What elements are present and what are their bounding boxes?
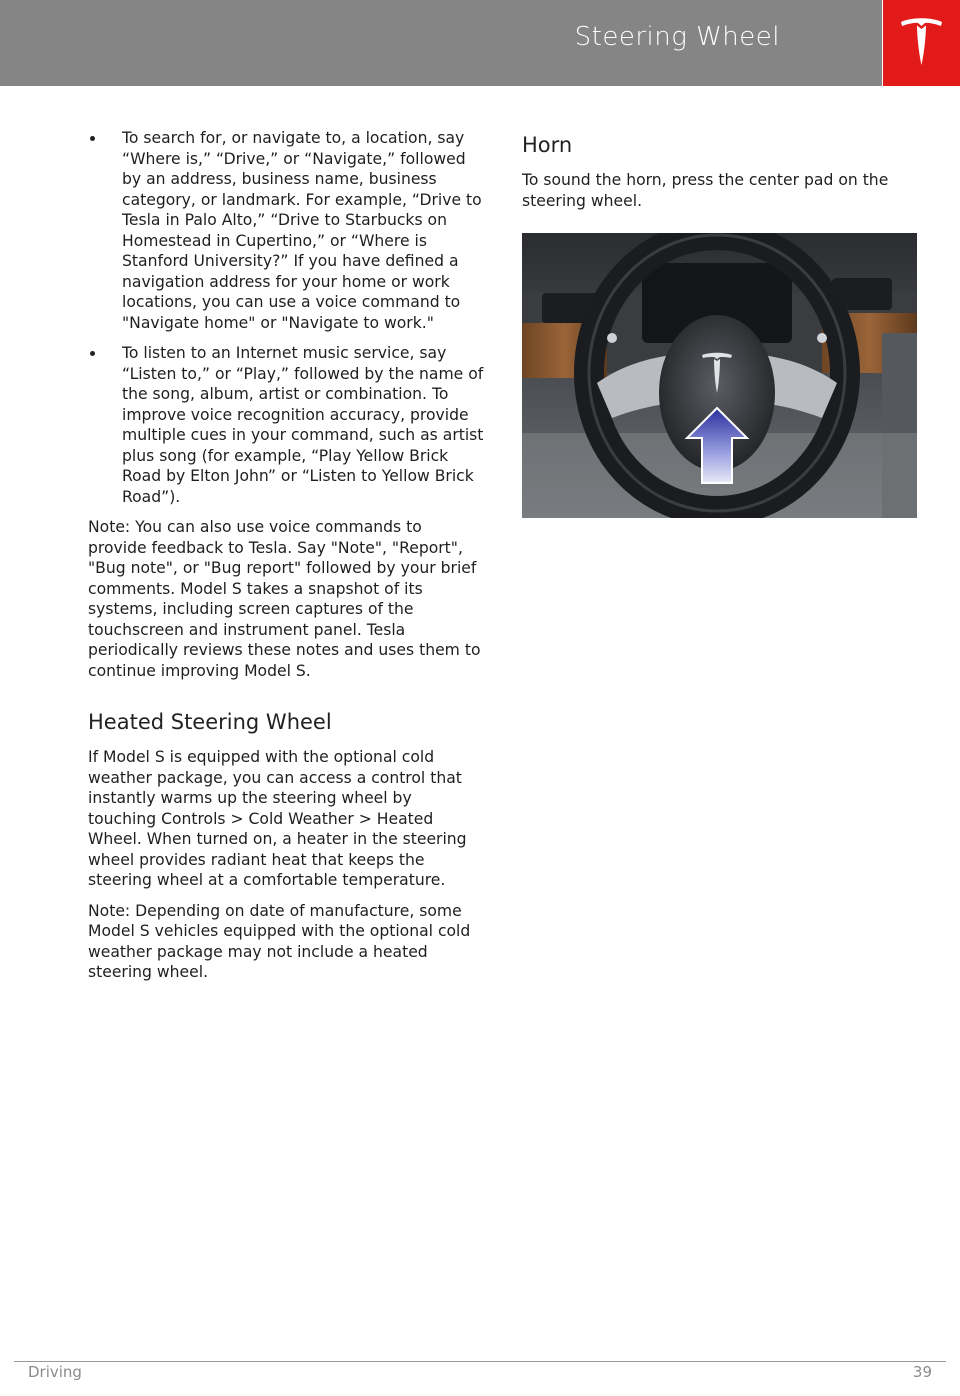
list-item: To search for, or navigate to, a location, say “Where is,” “Drive,” or “Navigate,” followed by an address, business name, business category, or landmark. For example, “Drive to Tesla in Palo Alto,” “Drive to Starbucks on Homestead in Cupertino,” or “Where is Stanford University?” If you have defined a navigation address for your home or work locations, you can use a voice command to "Navigate home" or "Navigate to work." — [88, 128, 484, 333]
heated-wheel-body: If Model S is equipped with the optional cold weather package, you can access a control that instantly warms up the steering wheel by touching Controls > Cold Weather > Heated Wheel. When turned on, a heater in the steering wheel provides radiant heat that keeps the steering wheel at a comfortable temperature. — [88, 748, 467, 889]
steering-wheel-photo — [522, 233, 917, 518]
steering-wheel-illustration — [522, 233, 917, 518]
heated-wheel-heading: Heated Steering Wheel — [88, 710, 332, 734]
left-column — [88, 128, 484, 993]
header-band — [0, 0, 882, 86]
brand-logo-box — [883, 0, 960, 86]
tesla-logo-icon — [899, 16, 944, 68]
footer-section: Driving — [28, 1363, 82, 1381]
footer-rule — [14, 1361, 946, 1362]
list-item: To listen to an Internet music service, say “Listen to,” or “Play,” followed by the name of the song, album, artist or combination. To improve voice recognition accuracy, provide multiple cues in your command, such as artist plus song (for example, “Play Yellow Brick Road by Elton John” or “Listen to Yellow Brick Road”). — [88, 343, 484, 507]
heated-wheel-note: Note: Depending on date of manufacture, some Model S vehicles equipped with the optional cold weather package may not include a heated steering wheel. — [88, 901, 471, 981]
horn-body: To sound the horn, press the center pad on the steering wheel. — [522, 171, 889, 210]
page-title: Steering Wheel — [574, 22, 780, 52]
horn-heading: Horn — [522, 133, 573, 157]
voice-command-list — [88, 128, 484, 507]
voice-feedback-note: Note: You can also use voice commands to provide feedback to Tesla. Say "Note", "Report", "Bug note", or "Bug report" followed by your brief comments. Model S takes a snapshot of its systems, including screen captures of the touchscreen and instrument panel. Tesla periodically reviews these notes and uses them to continue improving Model S. — [88, 518, 481, 680]
right-column — [522, 128, 918, 518]
page-number: 39 — [912, 1363, 932, 1381]
